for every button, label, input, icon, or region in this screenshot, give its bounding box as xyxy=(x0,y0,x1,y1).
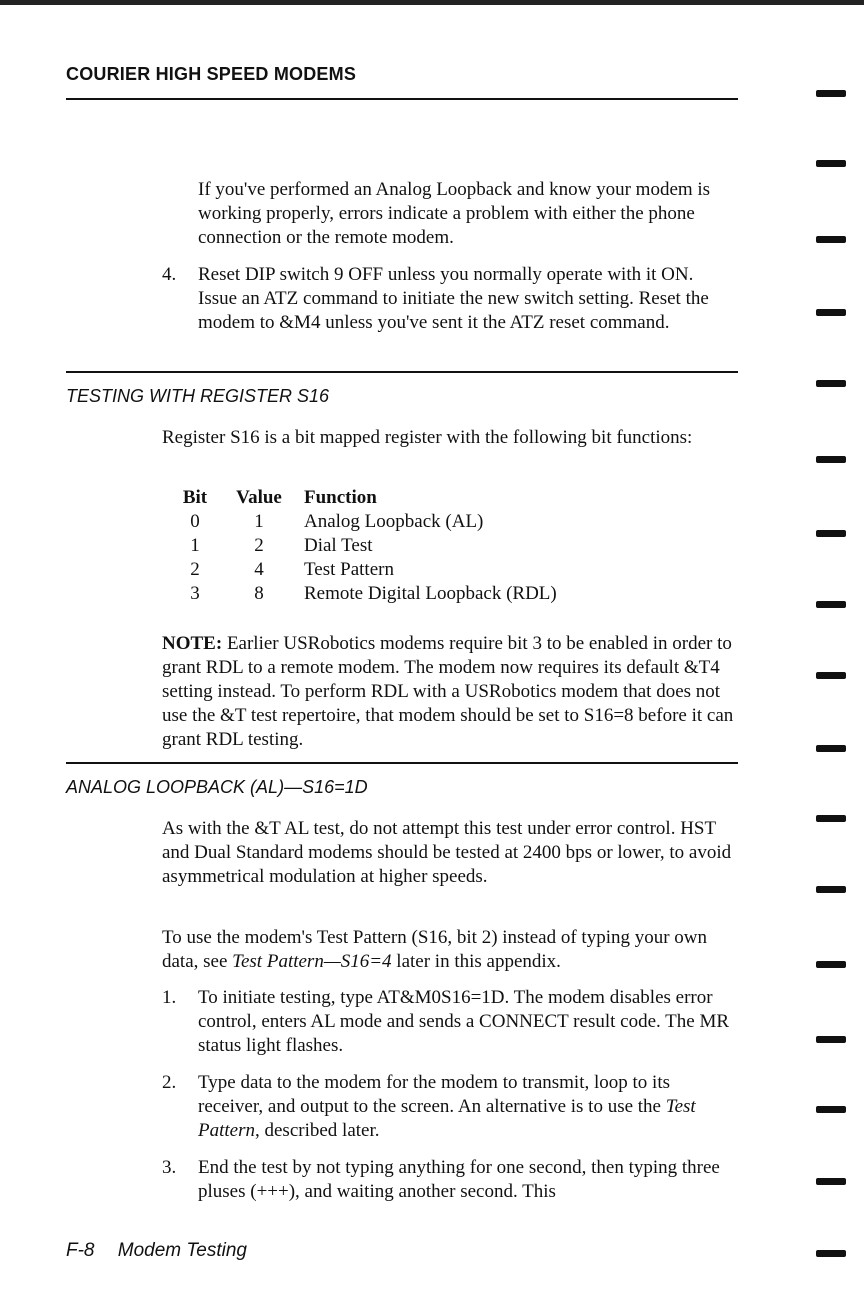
page-footer xyxy=(66,1240,247,1262)
bit-cell: 0 xyxy=(190,511,200,532)
step-text-part: , described later. xyxy=(255,1120,380,1141)
edge-mark xyxy=(816,160,846,167)
value-cell: 1 xyxy=(254,511,264,532)
column-header-value: Value xyxy=(236,487,282,508)
step-text-part: Type data to the modem for the modem to transmit, loop to its receiver, and output to the screen. An alternative is to use the xyxy=(198,1072,671,1117)
bit-cell: 2 xyxy=(190,559,200,580)
step-number: 2. xyxy=(162,1072,177,1093)
note-paragraph xyxy=(162,632,734,752)
section-heading-analog-loopback: ANALOG LOOPBACK (AL)—S16=1D xyxy=(66,777,368,797)
al-paragraph-2-tail: later in this appendix. xyxy=(391,951,561,972)
intro-paragraph: If you've performed an Analog Loopback and know your modem is working properly, errors indicate a problem with either the phone connection or the remote modem. xyxy=(198,179,711,248)
edge-mark xyxy=(816,886,846,893)
edge-mark xyxy=(816,1178,846,1185)
edge-mark xyxy=(816,1250,846,1257)
step-text: End the test by not typing anything for one second, then typing three pluses (+++), and waiting another second. This xyxy=(198,1157,720,1202)
step-text xyxy=(198,1071,734,1143)
step-text-italic: Test Pattern xyxy=(198,1096,696,1141)
function-cell: Dial Test xyxy=(304,535,373,556)
note-text: Earlier USRobotics modems require bit 3 to be enabled in order to grant RDL to a remote modem. The modem now requires its default &T4 setting instead. To perform RDL with a USRobotics modem that does not use the &T test repertoire, that modem should be set to S16=8 before it can grant RDL testing. xyxy=(162,633,734,750)
header-rule xyxy=(66,98,738,100)
section-rule xyxy=(66,762,738,764)
s16-intro-paragraph: Register S16 is a bit mapped register with the following bit functions: xyxy=(162,427,693,448)
step-number: 4. xyxy=(162,264,177,285)
footer-title: Modem Testing xyxy=(117,1240,247,1261)
edge-mark xyxy=(816,745,846,752)
edge-mark xyxy=(816,530,846,537)
column-header-bit: Bit xyxy=(182,487,208,508)
table-row xyxy=(176,558,557,582)
edge-mark xyxy=(816,380,846,387)
edge-mark xyxy=(816,236,846,243)
al-paragraph-2-text: To use the modem's Test Pattern (S16, bit 2) instead of typing your own data, see xyxy=(162,927,708,972)
table-header-row xyxy=(176,486,557,510)
edge-mark xyxy=(816,672,846,679)
cross-reference-test-pattern: Test Pattern—S16=4 xyxy=(232,951,392,972)
page-number: F-8 xyxy=(66,1240,95,1261)
bit-cell: 3 xyxy=(190,583,200,604)
section-heading-s16: TESTING WITH REGISTER S16 xyxy=(66,386,330,406)
value-cell: 4 xyxy=(254,559,264,580)
note-label: NOTE: xyxy=(162,633,223,654)
top-border xyxy=(0,0,864,5)
function-cell: Remote Digital Loopback (RDL) xyxy=(304,583,557,604)
function-cell: Test Pattern xyxy=(304,559,394,580)
edge-mark xyxy=(816,456,846,463)
table-row xyxy=(176,534,557,558)
table-row xyxy=(176,510,557,534)
column-header-function: Function xyxy=(304,487,377,508)
value-cell: 8 xyxy=(254,583,264,604)
value-cell: 2 xyxy=(254,535,264,556)
bit-cell: 1 xyxy=(190,535,200,556)
table-row xyxy=(176,582,557,606)
edge-mark xyxy=(816,309,846,316)
running-header: COURIER HIGH SPEED MODEMS xyxy=(66,64,357,84)
edge-mark xyxy=(816,1036,846,1043)
al-paragraph-1: As with the &T AL test, do not attempt this test under error control. HST and Dual Standard modems should be tested at 2400 bps or lower, to avoid asymmetrical modulation at higher speeds. xyxy=(162,818,732,887)
edge-mark xyxy=(816,90,846,97)
edge-mark xyxy=(816,601,846,608)
step-text: To initiate testing, type AT&M0S16=1D. The modem disables error control, enters AL mode and sends a CONNECT result code. The MR status light flashes. xyxy=(198,987,730,1056)
edge-mark xyxy=(816,1106,846,1113)
section-rule xyxy=(66,371,738,373)
al-paragraph-2 xyxy=(162,926,734,974)
function-cell: Analog Loopback (AL) xyxy=(304,511,484,532)
step-number: 1. xyxy=(162,987,177,1008)
edge-mark xyxy=(816,961,846,968)
s16-bit-table xyxy=(176,486,557,606)
step-number: 3. xyxy=(162,1157,177,1178)
step-text: Reset DIP switch 9 OFF unless you normally operate with it ON. Issue an ATZ command to initiate the new switch setting. Reset the modem to &M4 unless you've sent it the ATZ reset command. xyxy=(198,264,709,333)
edge-mark xyxy=(816,815,846,822)
